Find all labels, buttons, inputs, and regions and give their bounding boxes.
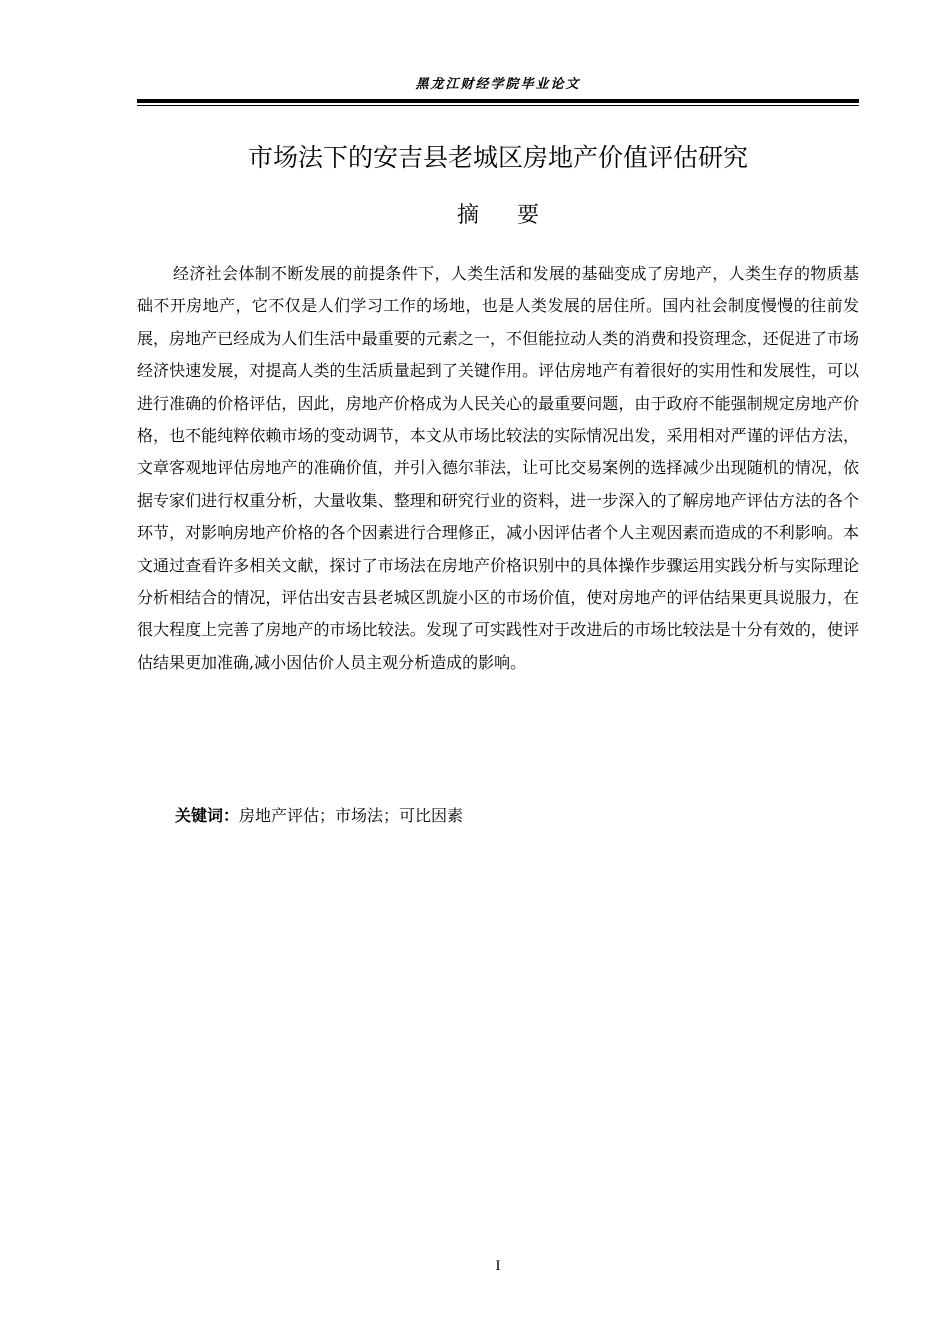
paper-title: 市场法下的安吉县老城区房地产价值评估研究 [247, 143, 748, 172]
page-number: I [495, 1258, 501, 1274]
keywords-text: 房地产评估；市场法；可比因素 [239, 806, 464, 825]
running-header: 黑龙江财经学院毕业论文 [415, 77, 581, 92]
keywords-label: 关键词： [175, 806, 240, 825]
keywords-line [175, 800, 859, 832]
header-rule-thin [137, 105, 859, 106]
abstract-body: 经济社会体制不断发展的前提条件下，人类生活和发展的基础变成了房地产，人类生存的物质基础不开房地产，它不仅是人们学习工作的场地，也是人类发展的居住所。国内社会制度慢慢的往前发展，房地产已经成为人们生活中最重要的元素之一，不但能拉动人类的消费和投资理念，还促进了市场经济快速发展，对提高人类的生活质量起到了关键作用。评估房地产有着很好的实用性和发展性，可以进行准确的价格评估，因此，房地产价格成为人民关心的最重要问题，由于政府不能强制规定房地产价格，也不能纯粹依赖市场的变动调节，本文从市场比较法的实际情况出发，采用相对严谨的评估方法，文章客观地评估房地产的准确价值，并引入德尔菲法，让可比交易案例的选择减少出现随机的情况，依据专家们进行权重分析，大量收集、整理和研究行业的资料，进一步深入的了解房地产评估方法的各个环节，对影响房地产价格的各个因素进行合理修正，减小因评估者个人主观因素而造成的不利影响。本文通过查看许多相关文献，探讨了市场法在房地产价格识别中的具体操作步骤运用实践分析与实际理论分析相结合的情况，评估出安吉县老城区凯旋小区的市场价值，使对房地产的评估结果更具说服力，在很大程度上完善了房地产的市场比较法。发现了可实践性对于改进后的市场比较法是十分有效的，使评估结果更加准确,减小因估价人员主观分析造成的影响。 [137, 264, 859, 672]
header-rule-thick [137, 99, 859, 103]
abstract-heading: 摘要 [456, 203, 577, 228]
